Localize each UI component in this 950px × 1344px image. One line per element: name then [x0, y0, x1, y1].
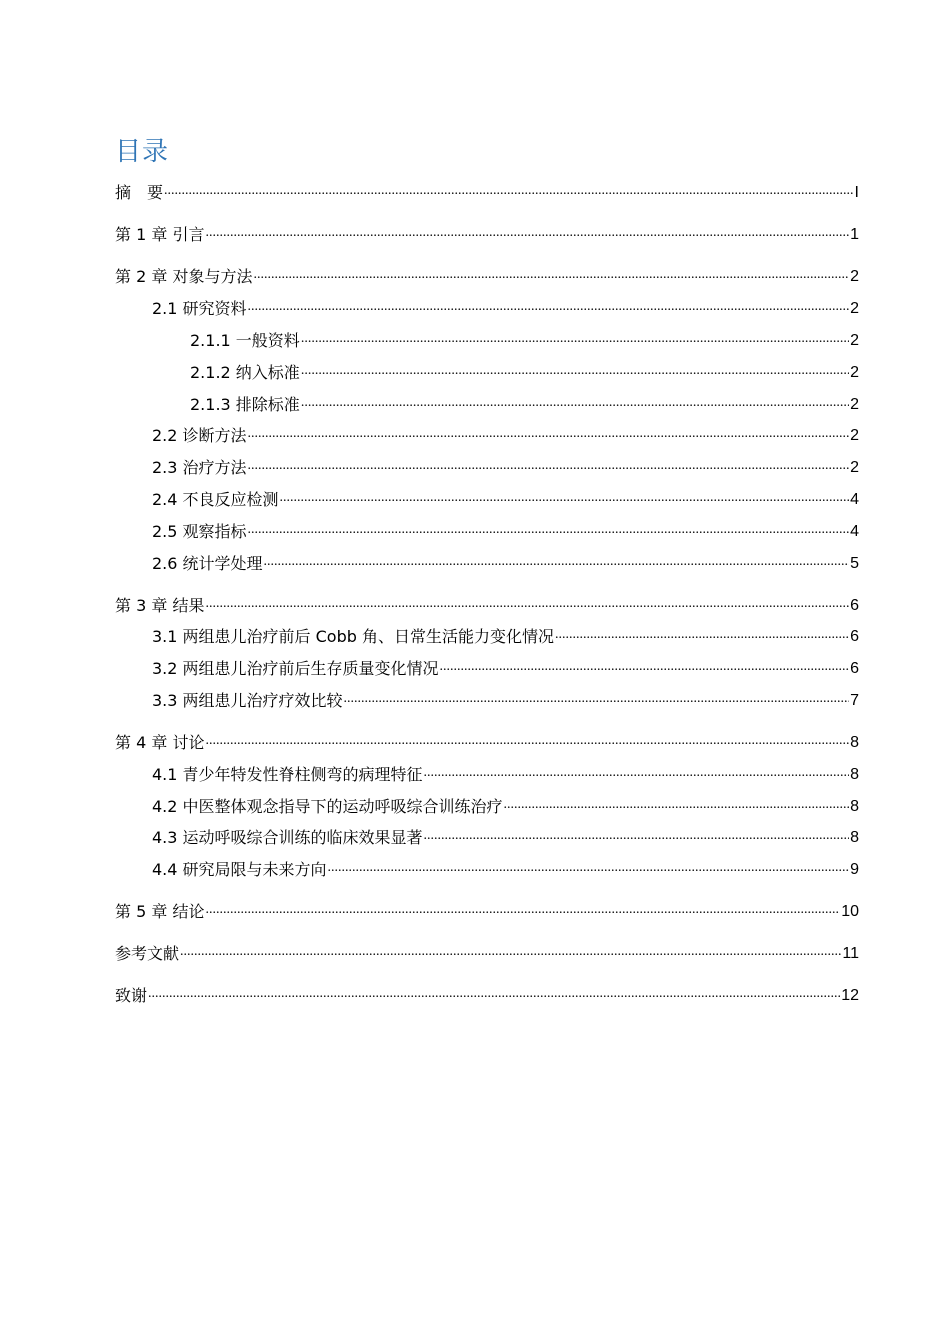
toc-leader-dots [280, 488, 850, 508]
toc-entry-chapter-4[interactable] [115, 731, 859, 755]
toc-entry-page: I [854, 184, 859, 201]
toc-entry-page: 9 [850, 861, 859, 878]
toc-entry-page: 2 [850, 459, 859, 476]
toc-entry-3-1[interactable] [152, 625, 859, 649]
toc-leader-dots [301, 393, 849, 413]
toc-entry-label: 2.3 治疗方法 [152, 458, 247, 477]
toc-entry-page: 6 [850, 628, 859, 645]
toc-leader-dots [253, 265, 849, 285]
toc-entry-page: 6 [850, 660, 859, 677]
toc-entry-page: 2 [850, 427, 859, 444]
toc-entry-2-3[interactable] [152, 456, 859, 480]
toc-entry-3-2[interactable] [152, 657, 859, 681]
toc-leader-dots [248, 424, 850, 444]
toc-entry-4-1[interactable] [152, 763, 859, 787]
toc-entry-2-6[interactable] [152, 552, 859, 576]
toc-entry-label: 3.1 两组患儿治疗前后 Cobb 角、日常生活能力变化情况 [152, 627, 554, 646]
toc-entry-page: 8 [850, 798, 859, 815]
toc-entry-page: 2 [850, 300, 859, 317]
toc-entry-2-4[interactable] [152, 488, 859, 512]
toc-leader-dots [555, 625, 849, 645]
toc-leader-dots [264, 552, 850, 572]
toc-leader-dots [248, 520, 850, 540]
toc-entry-page: 11 [842, 945, 859, 962]
toc-entry-page: 2 [850, 268, 859, 285]
toc-entry-chapter-1[interactable] [115, 223, 859, 247]
toc-leader-dots [205, 223, 849, 243]
toc-entry-label: 4.3 运动呼吸综合训练的临床效果显著 [152, 828, 423, 847]
toc-entry-page: 1 [850, 226, 859, 243]
toc-leader-dots [205, 594, 849, 614]
toc-entry-page: 2 [850, 364, 859, 381]
toc-title: 目录 [115, 137, 170, 167]
toc-entry-2-1-1[interactable] [190, 329, 859, 353]
toc-entry-label: 4.1 青少年特发性脊柱侧弯的病理特征 [152, 765, 423, 784]
toc-entry-page: 5 [850, 555, 859, 572]
toc-entry-page: 4 [850, 523, 859, 540]
toc-leader-dots [180, 942, 841, 962]
toc-leader-dots [424, 763, 850, 783]
toc-entry-page: 10 [841, 903, 859, 920]
toc-entry-page: 6 [850, 597, 859, 614]
toc-leader-dots [164, 181, 854, 201]
toc-entry-2-1[interactable] [152, 297, 859, 321]
toc-entry-page: 2 [850, 332, 859, 349]
toc-leader-dots [504, 795, 850, 815]
toc-entry-label: 摘 要 [115, 183, 164, 202]
toc-entry-page: 2 [850, 396, 859, 413]
toc-entry-label: 第 4 章 讨论 [115, 733, 205, 752]
toc-entry-2-5[interactable] [152, 520, 859, 544]
toc-leader-dots [148, 984, 840, 1004]
toc-leader-dots [424, 826, 850, 846]
toc-entry-2-1-2[interactable] [190, 361, 859, 385]
toc-entry-3-3[interactable] [152, 689, 859, 713]
toc-entry-abstract[interactable] [115, 181, 859, 205]
toc-entry-page: 8 [850, 734, 859, 751]
toc-leader-dots [205, 731, 849, 751]
toc-leader-dots [248, 456, 850, 476]
toc-entry-label: 致谢 [115, 986, 148, 1005]
toc-entry-label: 第 3 章 结果 [115, 596, 205, 615]
toc-entry-label: 2.6 统计学处理 [152, 554, 263, 573]
toc-leader-dots [301, 329, 849, 349]
toc-entry-page: 4 [850, 491, 859, 508]
toc-entry-label: 2.4 不良反应检测 [152, 490, 279, 509]
toc-leader-dots [440, 657, 850, 677]
toc-entry-4-4[interactable] [152, 858, 859, 882]
toc-entry-4-2[interactable] [152, 795, 859, 819]
toc-entry-label: 2.1.3 排除标准 [190, 395, 300, 414]
toc-entry-label: 参考文献 [115, 944, 180, 963]
toc-entry-acknowledgements[interactable] [115, 984, 859, 1008]
toc-entry-page: 12 [841, 987, 859, 1004]
toc-entry-chapter-2[interactable] [115, 265, 859, 289]
toc-leader-dots [344, 689, 850, 709]
toc-entry-label: 2.1.2 纳入标准 [190, 363, 300, 382]
toc-entry-page: 8 [850, 829, 859, 846]
toc-entry-label: 第 1 章 引言 [115, 225, 205, 244]
toc-entry-label: 3.3 两组患儿治疗疗效比较 [152, 691, 343, 710]
toc-entry-references[interactable] [115, 942, 859, 966]
toc-entry-label: 2.5 观察指标 [152, 522, 247, 541]
toc-entry-label: 2.1.1 一般资料 [190, 331, 300, 350]
toc-entry-4-3[interactable] [152, 826, 859, 850]
toc-entry-label: 4.4 研究局限与未来方向 [152, 860, 327, 879]
toc-entry-2-2[interactable] [152, 424, 859, 448]
toc-entry-label: 2.2 诊断方法 [152, 426, 247, 445]
toc-leader-dots [301, 361, 849, 381]
toc-entry-label: 4.2 中医整体观念指导下的运动呼吸综合训练治疗 [152, 797, 503, 816]
toc-entry-page: 8 [850, 766, 859, 783]
toc-leader-dots [328, 858, 850, 878]
toc-entry-chapter-3[interactable] [115, 594, 859, 618]
toc-entry-chapter-5[interactable] [115, 900, 859, 924]
toc-leader-dots [205, 900, 840, 920]
toc-entry-label: 第 5 章 结论 [115, 902, 205, 921]
toc-leader-dots [248, 297, 850, 317]
toc-entry-label: 第 2 章 对象与方法 [115, 267, 253, 286]
toc-entry-2-1-3[interactable] [190, 393, 859, 417]
toc-entry-label: 2.1 研究资料 [152, 299, 247, 318]
toc-entry-page: 7 [850, 692, 859, 709]
toc-entry-label: 3.2 两组患儿治疗前后生存质量变化情况 [152, 659, 439, 678]
